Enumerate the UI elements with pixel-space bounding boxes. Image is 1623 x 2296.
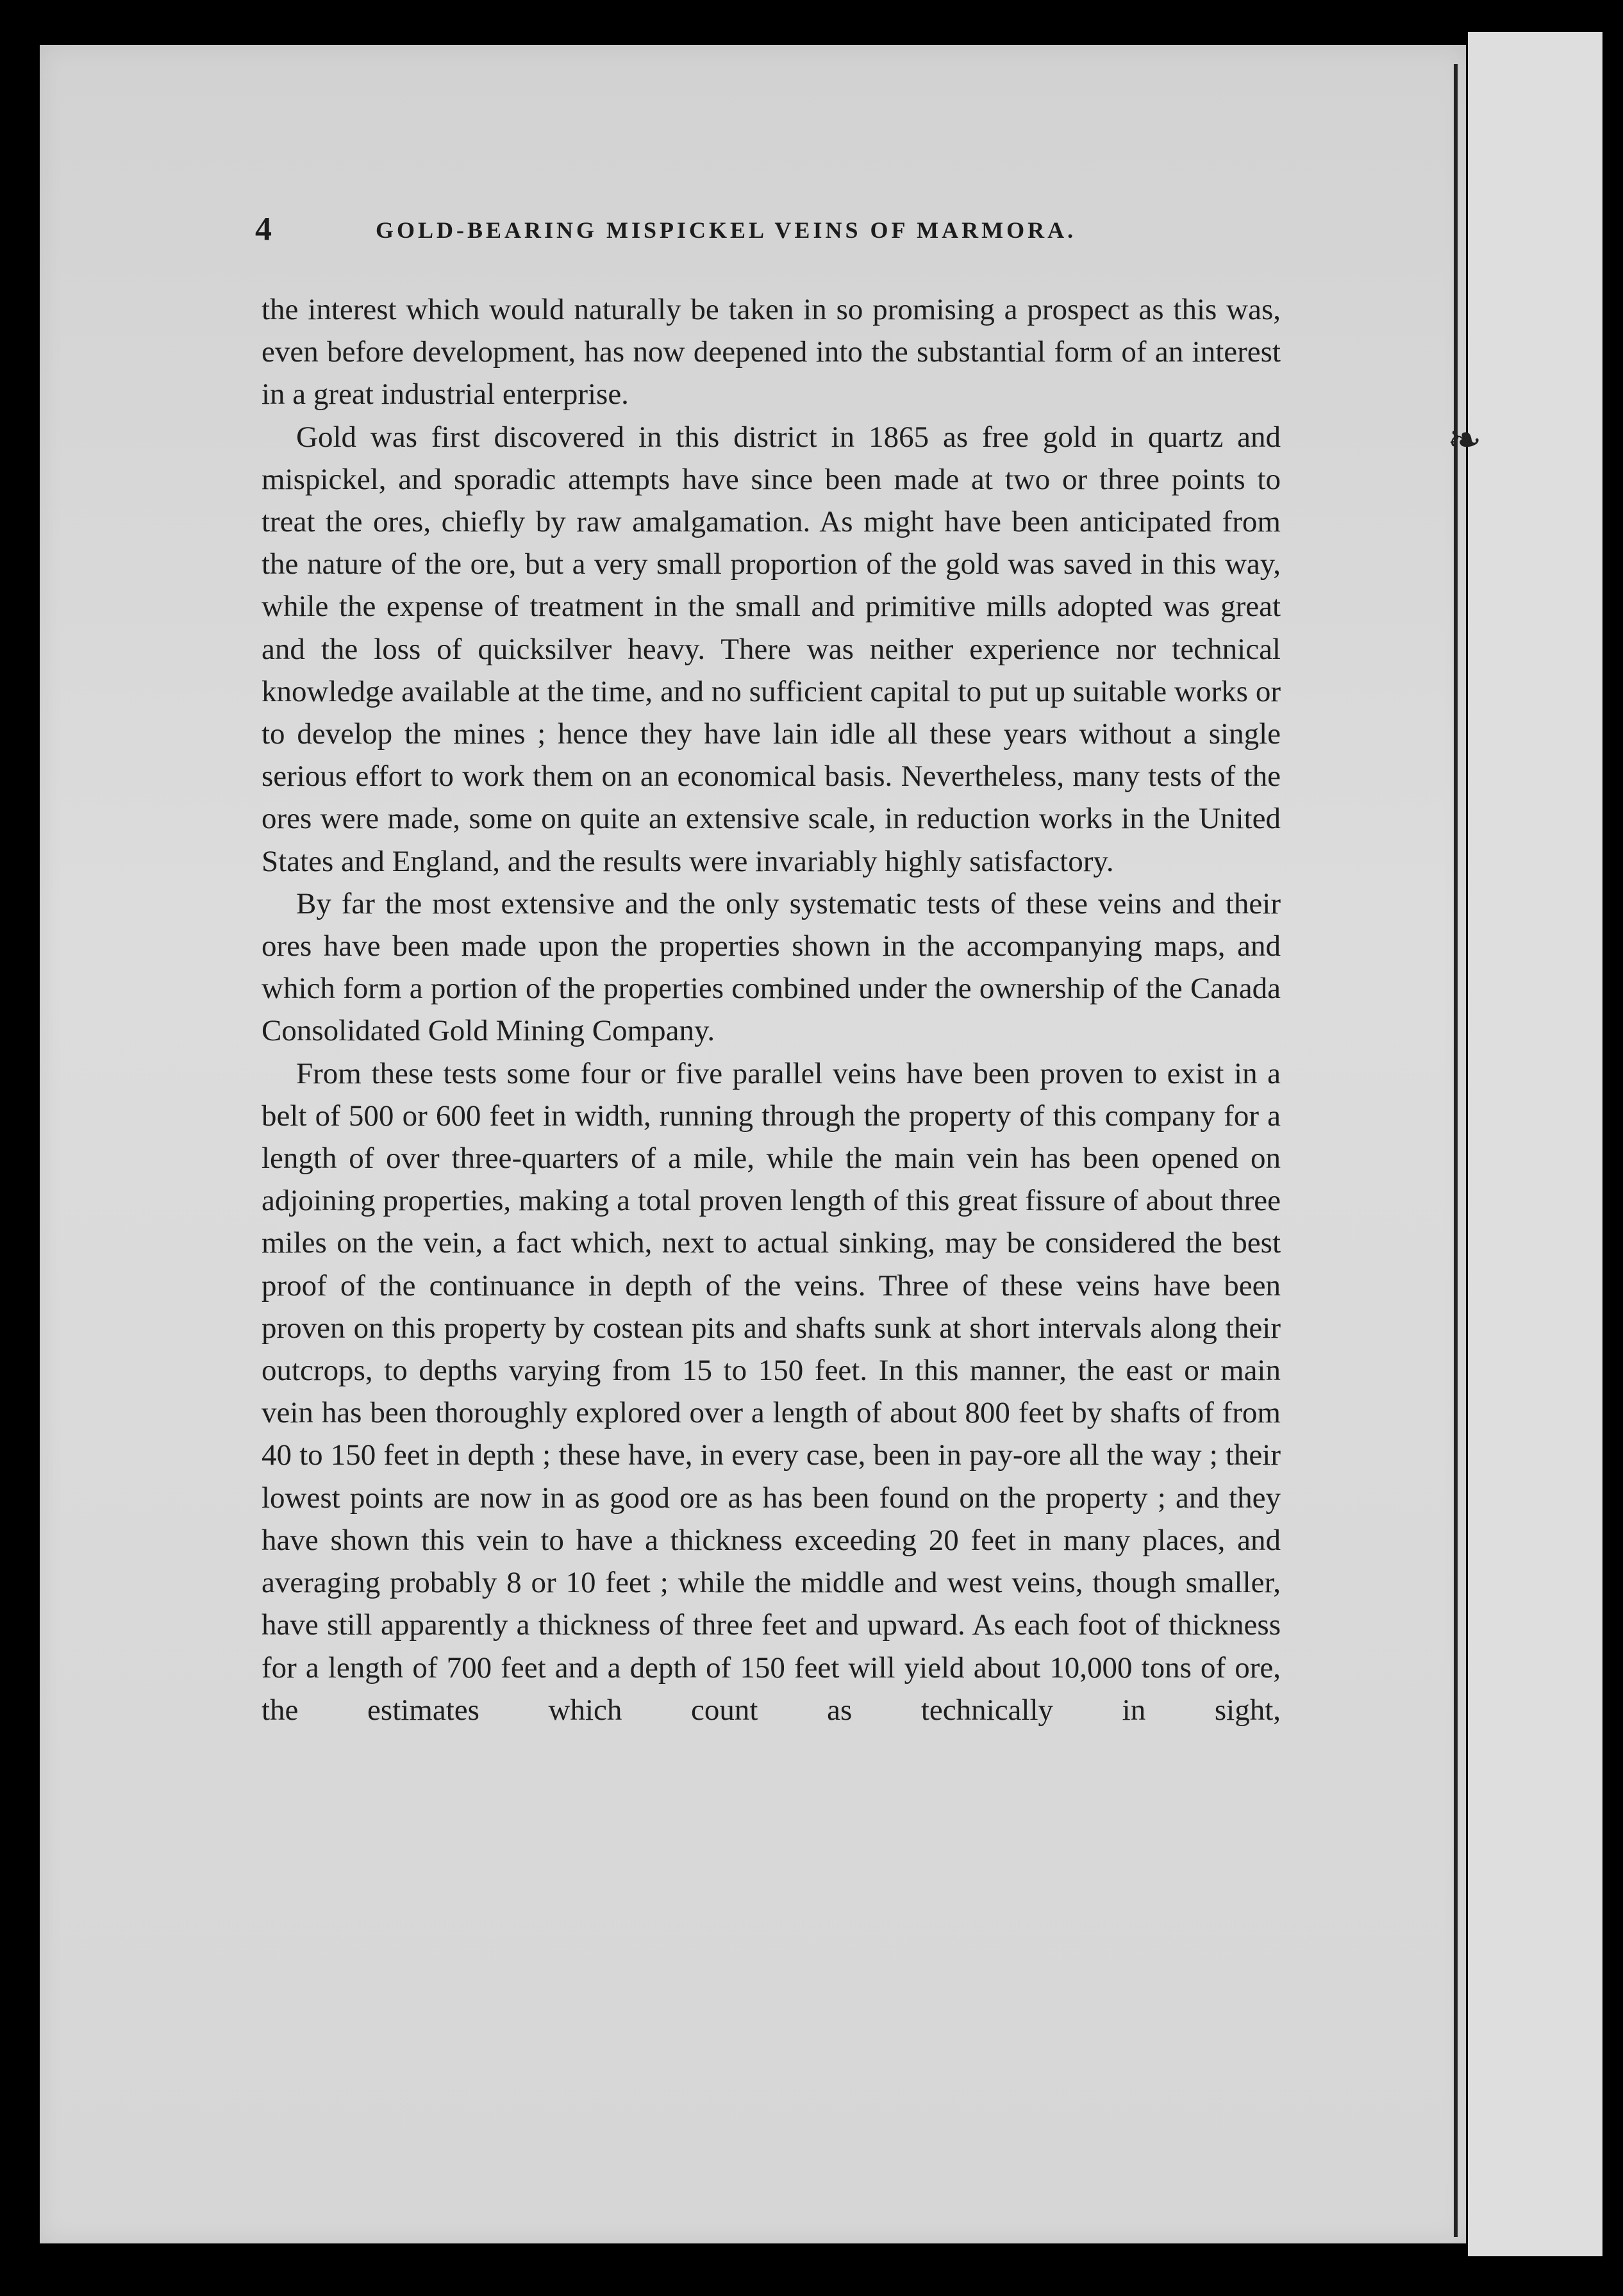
running-head: GOLD-BEARING MISPICKEL VEINS OF MARMORA. xyxy=(376,217,1077,243)
page-gutter-shadow xyxy=(1454,64,1458,2237)
paragraph-discovery: Gold was first discovered in this district in 1865 as free gold in quartz and mispickel, and sporadic attempts have since been made at two or three points to treat the ores, chiefly by raw amalgamation. As might have been anticipated from the nature of the ore, but a very small proportion of the gold was saved in this way, while the expense of treatment in the small and primitive mills adopted was great and the loss of quicksilver heavy. There was neither experience nor technical knowledge available at the time, and no sufficient capital to put up suitable works or to develop the mines ; hence they have lain idle all these years without a single serious effort to work them on an economical basis. Nevertheless, many tests of the ores were made, some on quite an extensive scale, in reduction works in the United States and England, and the results were invariably highly satisfactory. xyxy=(262,420,1281,878)
paragraph-continuation: the interest which would naturally be taken in so promising a prospect as this was, even before development, has now deepened into the substantial form of an interest in a great industrial enterprise. xyxy=(262,293,1281,412)
page-header xyxy=(255,210,1153,249)
margin-mark: ❧ xyxy=(1447,417,1482,463)
body-text xyxy=(262,288,1281,1731)
paragraph-systematic-tests: By far the most extensive and the only systematic tests of these veins and their ores have been made upon the properties shown in the accompanying maps, and which form a portion of the properties combined under the ownership of the Canada Consolidated Gold Mining Company. xyxy=(262,886,1281,1048)
page-number: 4 xyxy=(255,211,272,247)
paragraph-veins: From these tests some four or five parallel veins have been proven to exist in a belt of 500 or 600 feet in width, running through the property of this company for a length of over three-quarters of a mile, while the main vein has been opened on adjoining properties, making a total proven length of this great fissure of about three miles on the vein, a fact which, next to actual sinking, may be considered the best proof of the continuance in depth of the veins. Three of these veins have been proven on this property by costean pits and shafts sunk at short intervals along their outcrops, to depths varying from 15 to 150 feet. In this manner, the east or main vein has been thoroughly explored over a length of about 800 feet by shafts of from 40 to 150 feet in depth ; these have, in every case, been in pay-ore all the way ; their lowest points are now in as good ore as has been found on the property ; and they have shown this vein to have a thickness exceeding 20 feet in many places, and averaging probably 8 or 10 feet ; while the middle and west veins, though smaller, have still apparently a thickness of three feet and upward. As each foot of thickness for a length of 700 feet and a depth of 150 feet will yield about 10,000 tons of ore, the estimates which count as technically in sight, xyxy=(262,1056,1281,1727)
adjacent-page-edge xyxy=(1468,32,1602,2256)
